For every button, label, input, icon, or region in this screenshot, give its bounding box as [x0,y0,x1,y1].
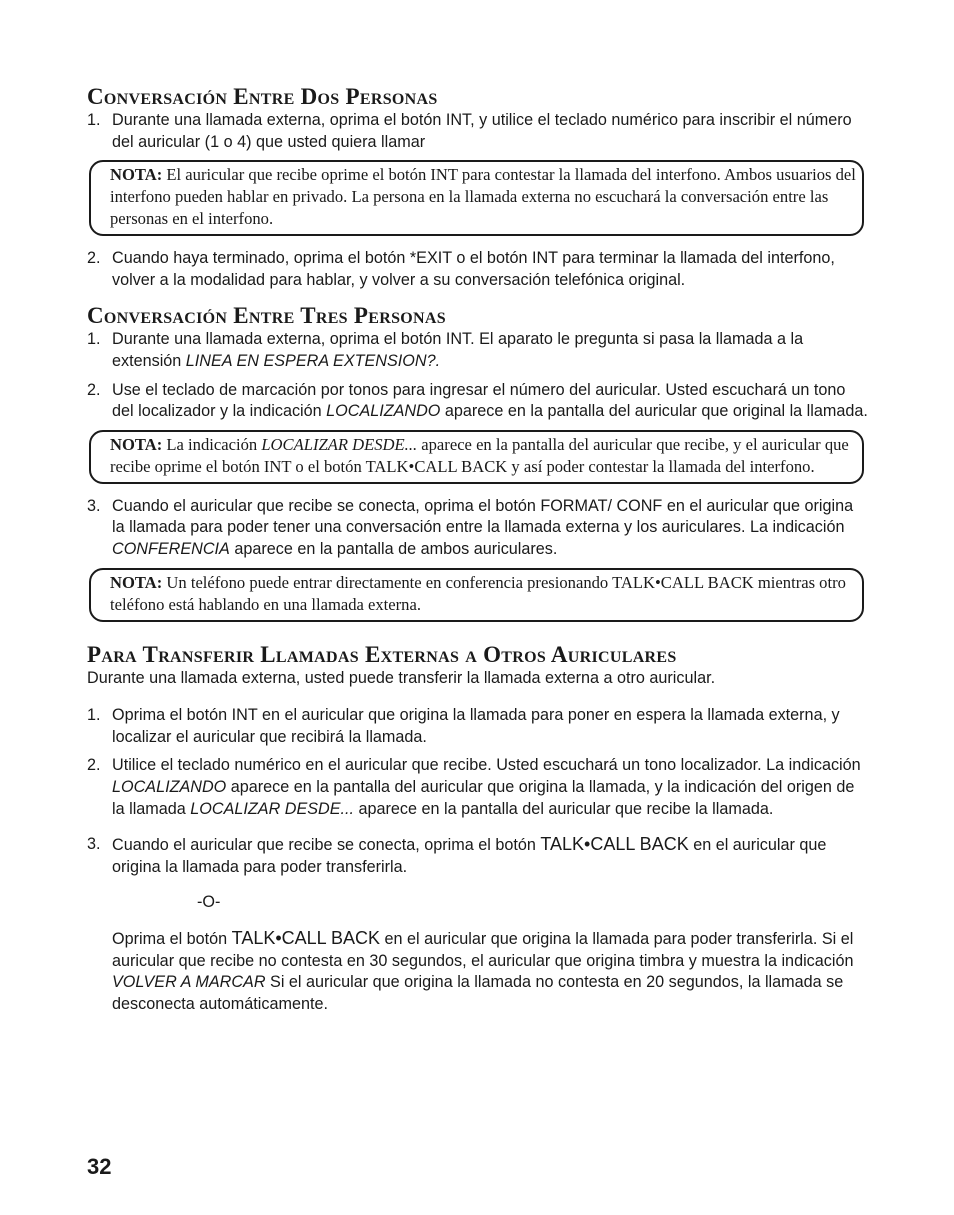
display-text: LOCALIZAR DESDE... [190,799,355,818]
list-item [87,248,869,291]
step-text: Utilice el teclado numérico en el auricular que recibe. Usted escuchará un tono localizador. La indicación [112,756,861,775]
step-text: en el auricular que origina la llamada para poder transferirla. Si el auricular que recibe no contesta en 30 segundos, el auricular que origina timbra y muestra la indicación [112,930,854,970]
note-text: aparece en la pantalla del auricular que recibe, y el auricular que recibe oprime el botón INT o el botón TALK•CALL BACK y así poder contestar la llamada del interfono. [110,434,849,476]
step-number: 1. [87,111,101,129]
step-text: Durante una llamada externa, oprima el botón INT. El aparato le pregunta si pasa la llamada a la extensión [112,330,804,370]
alternative-text [112,928,869,1015]
step-number: 2. [87,756,101,775]
steps-two-person-cont [87,248,869,291]
step-text: aparece en la pantalla de ambos auriculares. [229,539,558,558]
list-item [87,329,869,372]
step-number: 1. [87,330,101,349]
display-text: LINEA EN ESPERA EXTENSION?. [185,351,441,370]
step-text: en el auricular que origina la llamada para poder transferirla. [112,836,827,876]
note-box [89,568,864,622]
page-number: 32 [87,1154,112,1179]
note-box [89,430,864,484]
step-number: 2. [87,380,101,399]
button-name: TALK•CALL BACK [231,928,381,949]
list-item [87,834,869,1016]
alternative-marker: -O- [197,893,221,912]
steps-transfer [87,705,869,1016]
section-title-transfer: Para Transferir Llamadas Externas a Otros Auriculares [87,641,677,667]
display-text: CONFERENCIA [112,539,230,558]
step-text: Durante una llamada externa, oprima el botón INT, y utilice el teclado numérico para inscribir el número del auricular (1 o 4) que usted quiera llamar [112,111,852,151]
button-name: TALK•CALL BACK [540,834,689,855]
step-text: aparece en la pantalla del auricular que origina la llamada, y la indicación del origen de la llamada [112,777,855,818]
step-number: 3. [87,496,101,515]
section-intro: Durante una llamada externa, usted puede transferir la llamada externa a otro auricular. [87,668,716,687]
section-title-three-person: Conversación Entre Tres Personas [87,303,446,329]
display-text: LOCALIZANDO [326,402,441,421]
note-label: NOTA: [110,165,163,185]
step-text: Cuando haya terminado, oprima el botón *EXIT o el botón INT para terminar la llamada del interfono, volver a la modalidad para hablar, y volver a su conversación telefónica original. [112,249,835,289]
list-item [87,380,869,423]
note-text: La indicación [162,434,262,454]
display-text: LOCALIZAR DESDE... [261,434,418,454]
steps-three-person [87,329,869,422]
display-text: LOCALIZANDO [112,777,227,796]
note-text: El auricular que recibe oprime el botón INT para contestar la llamada del interfono. Ambos usuarios del interfono pueden hablar en privado. La persona en la llamada externa no escuchará la conversación entre las personas en el interfono. [110,165,856,229]
step-number: 1. [87,706,101,725]
step-text: Si el auricular que origina la llamada no contesta en 20 segundos, la llamada se desconecta automáticamente. [112,973,844,1014]
list-item [87,110,869,153]
note-box [89,160,864,236]
step-text: Cuando el auricular que recibe se conecta, oprima el botón FORMAT/ CONF en el auricular que origina la llamada para poder tener una conversación entre la llamada externa y los auriculares. La indicación [112,496,854,537]
steps-three-person-cont [87,496,869,561]
step-number: 2. [87,249,101,268]
list-item [87,755,869,820]
note-label: NOTA: [110,434,163,454]
display-text: VOLVER A MARCAR [112,973,266,992]
step-text: Oprima el botón [112,930,232,949]
note-text: Un teléfono puede entrar directamente en conferencia presionando TALK•CALL BACK mientras otro teléfono está hablando en una llamada externa. [110,572,846,614]
step-text: Cuando el auricular que recibe se conecta, oprima el botón [112,836,541,855]
list-item [87,705,869,748]
note-label: NOTA: [110,572,163,592]
step-text: Oprima el botón INT en el auricular que origina la llamada para poner en espera la llamada externa, y localizar el auricular que recibirá la llamada. [112,706,840,746]
step-text: Use el teclado de marcación por tonos para ingresar el número del auricular. Usted escuchará un tono del localizador y la indicación [112,380,846,421]
manual-page [87,84,869,1023]
steps-two-person [87,110,869,153]
step-text: aparece en la pantalla del auricular que original la llamada. [440,402,868,421]
section-title-two-person: Conversación Entre Dos Personas [87,84,438,109]
step-number: 3. [87,835,101,854]
step-text: aparece en la pantalla del auricular que recibe la llamada. [354,799,774,818]
list-item [87,496,869,561]
